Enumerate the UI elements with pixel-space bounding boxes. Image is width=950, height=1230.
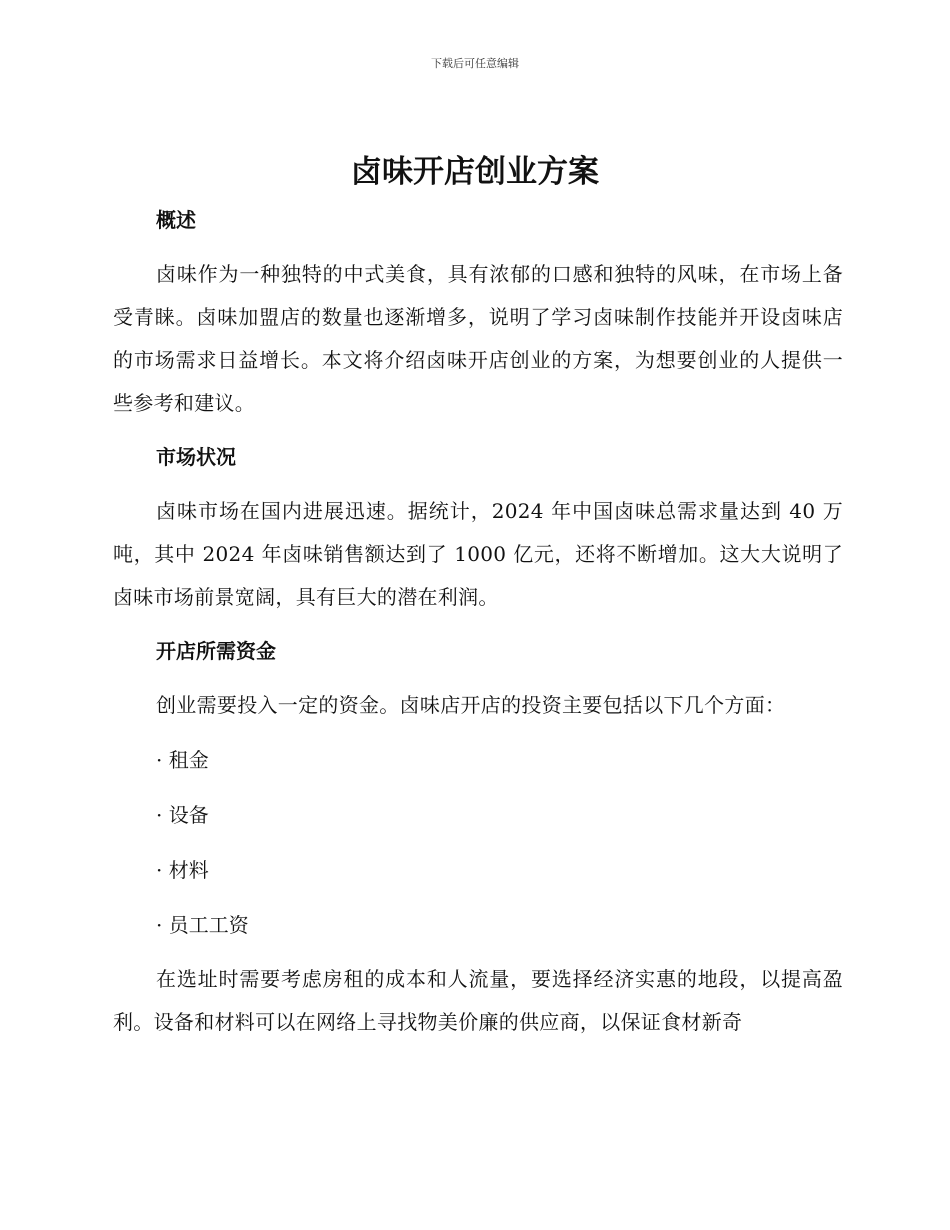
document-title: 卤味开店创业方案 — [351, 154, 599, 190]
section-heading-funding: 开店所需资金 — [156, 639, 276, 663]
funding-intro-paragraph: 创业需要投入一定的资金。卤味店开店的投资主要包括以下几个方面： — [156, 693, 786, 717]
bullet-item-equipment: · 设备 — [156, 803, 209, 827]
section-heading-overview: 概述 — [156, 208, 196, 232]
overview-paragraph: 卤味作为一种独特的中式美食，具有浓郁的口感和独特的风味，在市场上备受青睐。卤味加盟店的数量也逐渐增多，说明了学习卤味制作技能并开设卤味店的市场需求日益增长。本文将介绍卤味开店创业的方案，为想要创业的人提供一些参考和建议。 — [113, 262, 843, 415]
section-heading-market: 市场状况 — [156, 445, 236, 469]
header-note: 下载后可任意编辑 — [431, 57, 519, 70]
market-paragraph: 卤味市场在国内进展迅速。据统计，2024 年中国卤味总需求量达到 40 万吨，其中 2024 年卤味销售额达到了 1000 亿元，还将不断增加。这大大说明了卤味市场前景宽阔，具有巨大的潜在利润。 — [113, 499, 843, 609]
bullet-item-materials: · 材料 — [156, 858, 209, 882]
bullet-item-rent: · 租金 — [156, 748, 209, 772]
funding-closing-paragraph: 在选址时需要考虑房租的成本和人流量，要选择经济实惠的地段，以提高盈利。设备和材料可以在网络上寻找物美价廉的供应商，以保证食材新奇 — [113, 967, 843, 1034]
bullet-item-wages: · 员工工资 — [156, 913, 249, 937]
